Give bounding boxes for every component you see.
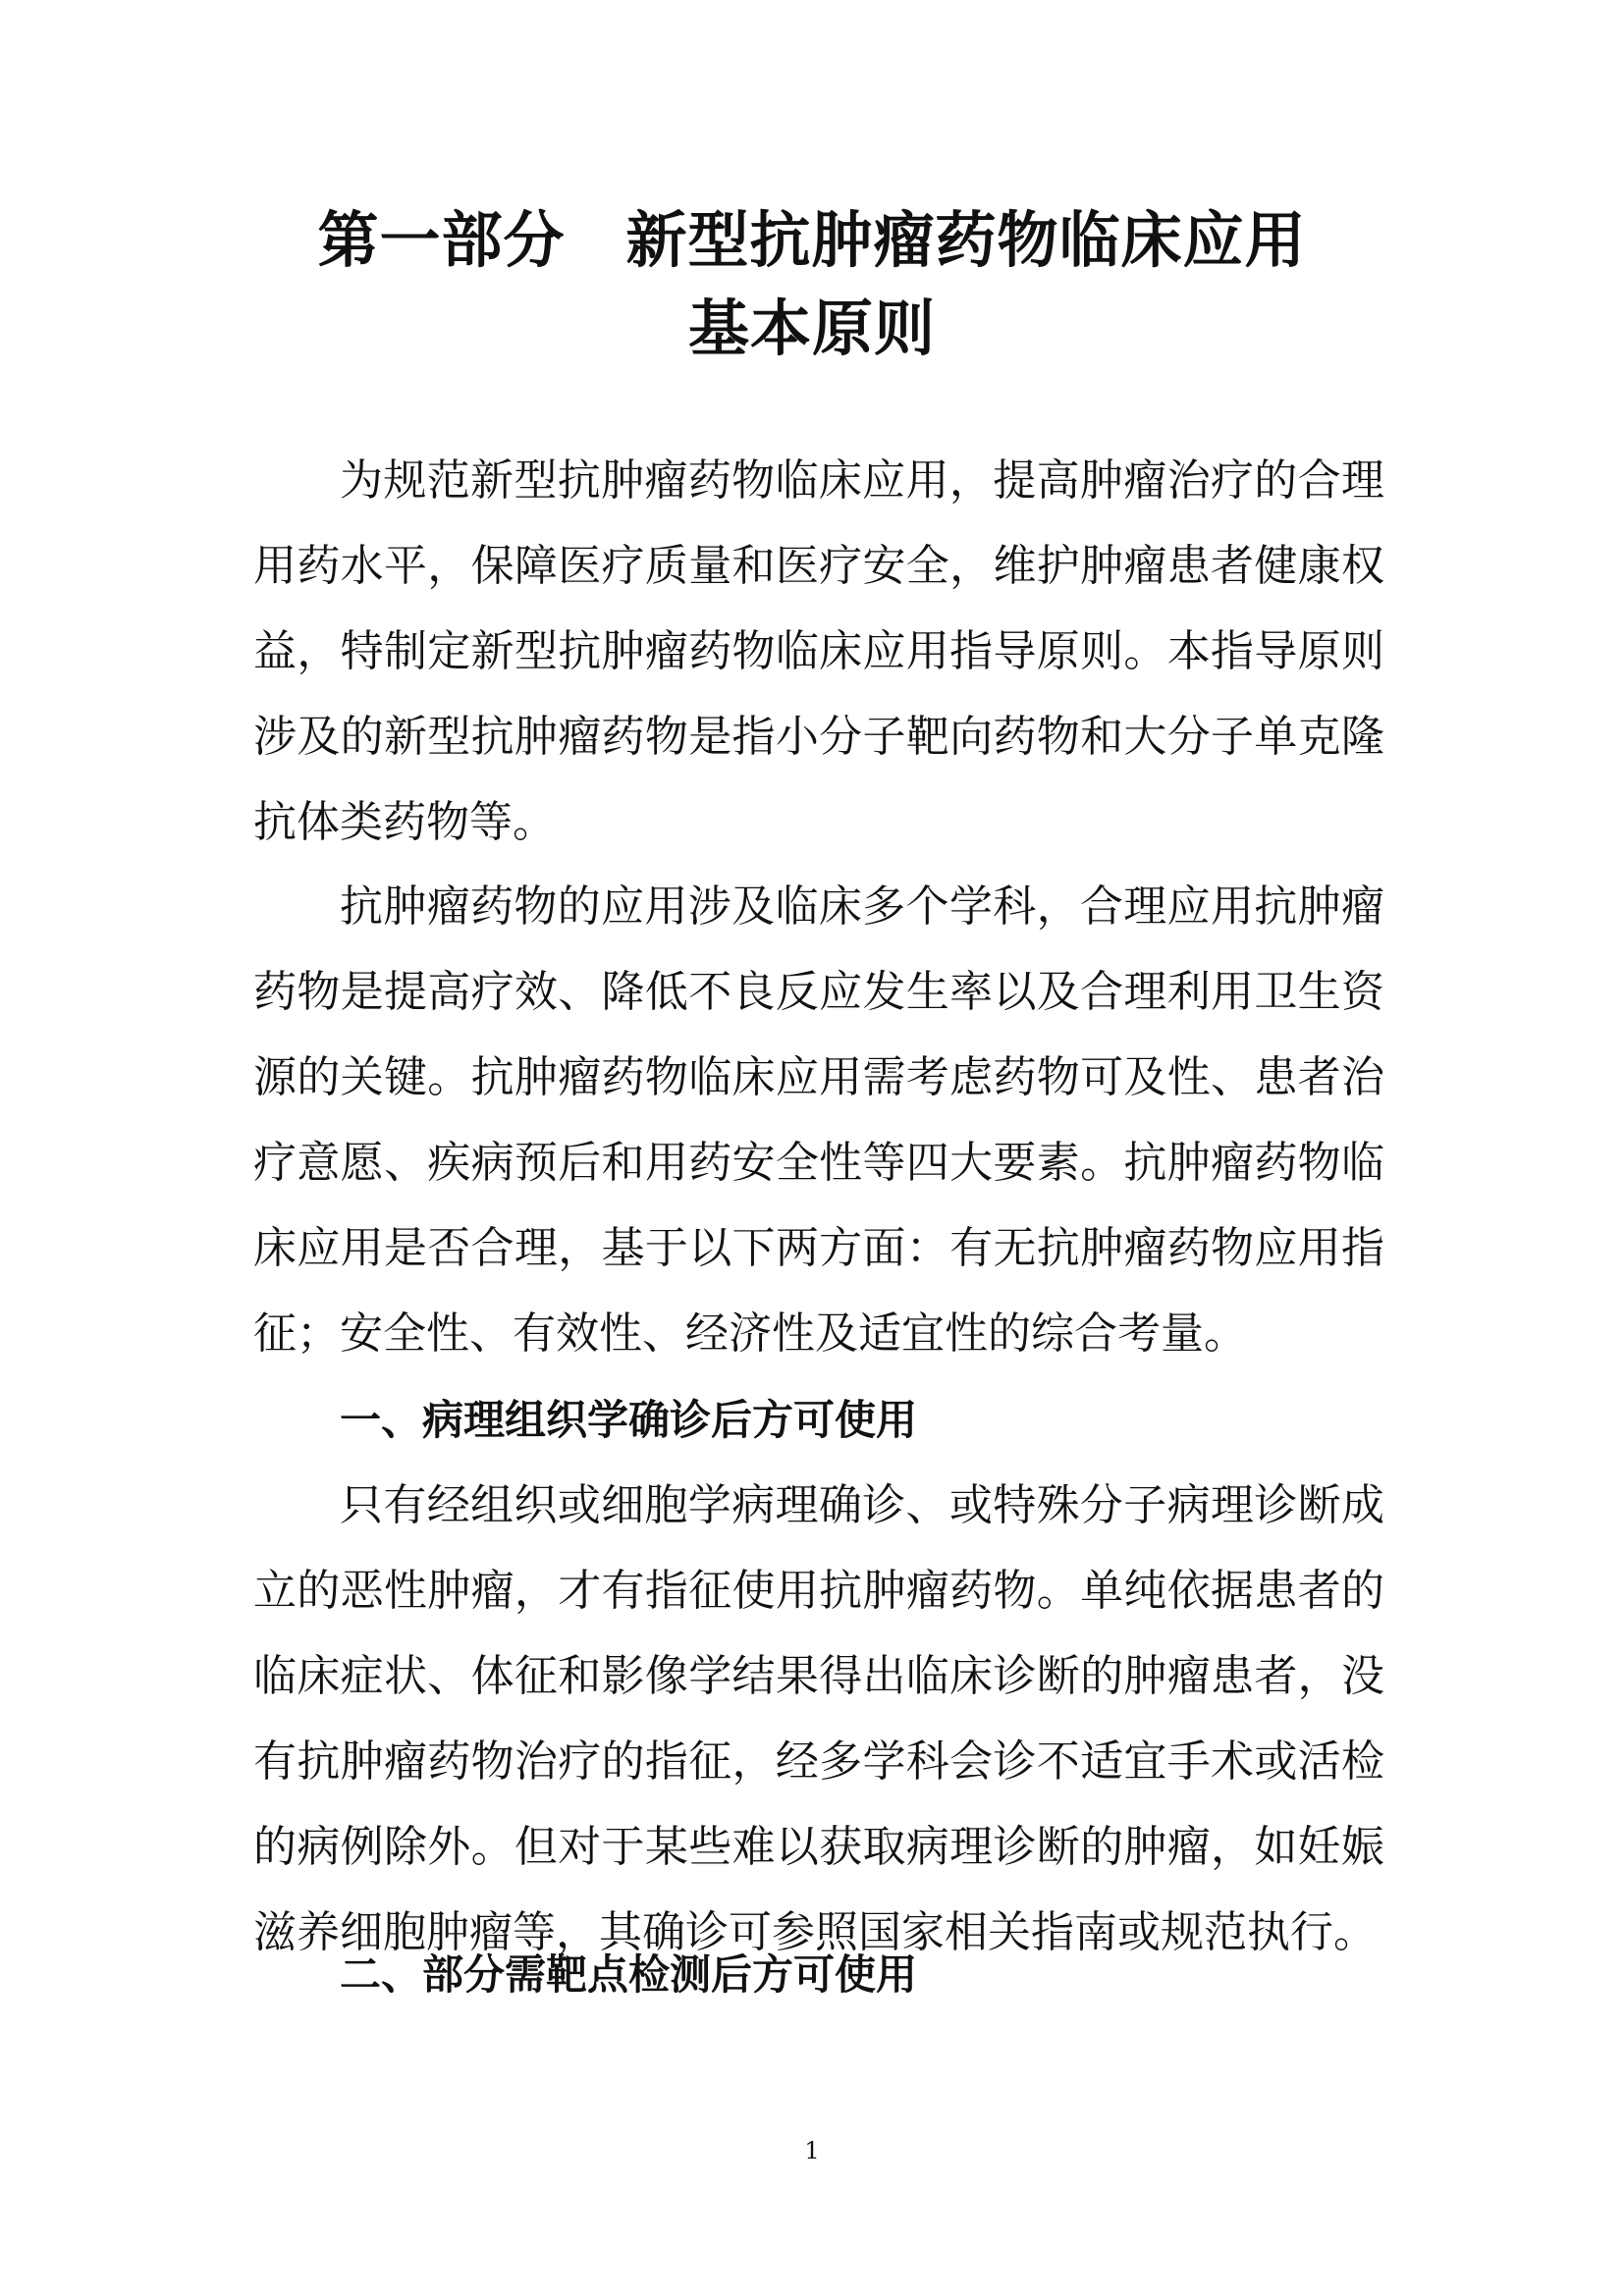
section-heading-1: 一、病理组织学确诊后方可使用 [340, 1396, 918, 1444]
paragraph-intro: 为规范新型抗肿瘤药物临床应用，提高肿瘤治疗的合理用药水平，保障医疗质量和医疗安全，维护肿瘤患者健康权益，特制定新型抗肿瘤药物临床应用指导原则。本指导原则涉及的新型抗肿瘤药物是指小分子靶向药物和大分子单克隆抗体类药物等。 [253, 455, 1384, 847]
title-main-text: 新型抗肿瘤药物临床应用 [625, 204, 1307, 276]
page-number: 1 [804, 2137, 820, 2164]
paragraph-pathology: 只有经组织或细胞学病理确诊、或特殊分子病理诊断成立的恶性肿瘤，才有指征使用抗肿瘤药物。单纯依据患者的临床症状、体征和影像学结果得出临床诊断的肿瘤患者，没有抗肿瘤药物治疗的指征，经多学科会诊不适宜手术或活检的病例除外。但对于某些难以获取病理诊断的肿瘤，如妊娠滋养细胞肿瘤等，其确诊可参照国家相关指南或规范执行。 [253, 1480, 1384, 1957]
page-title-line2: 基本原则 [687, 293, 936, 364]
page-title [0, 196, 1624, 285]
paragraph-principles: 抗肿瘤药物的应用涉及临床多个学科，合理应用抗肿瘤药物是提高疗效、降低不良反应发生率以及合理利用卫生资源的关键。抗肿瘤药物临床应用需考虑药物可及性、患者治疗意愿、疾病预后和用药安全性等四大要素。抗肿瘤药物临床应用是否合理，基于以下两方面：有无抗肿瘤药物应用指征；安全性、有效性、经济性及适宜性的综合考量。 [253, 881, 1384, 1359]
section-heading-2: 二、部分需靶点检测后方可使用 [340, 1950, 918, 1999]
title-part-label: 第一部分 [317, 204, 566, 276]
